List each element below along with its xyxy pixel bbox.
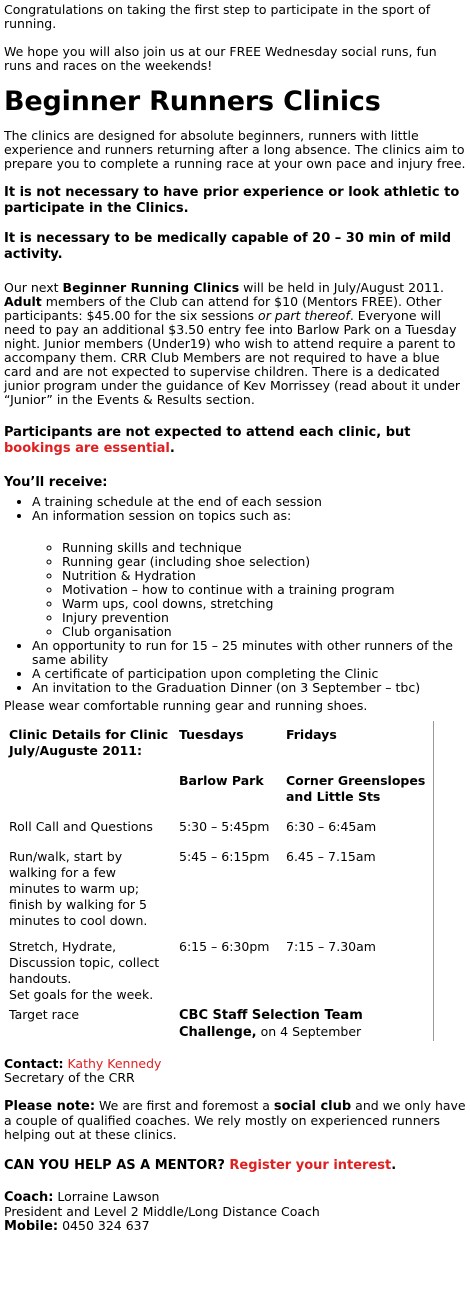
list-item: ◦ Running gear (including shoe selection) <box>62 555 466 569</box>
tuesday-time: 5:30 – 5:45pm <box>179 819 270 834</box>
receive-list <box>4 495 466 695</box>
wear-note: Please wear comfortable running gear and running shoes. <box>4 698 368 713</box>
target-race-value: CBC Staff Selection Team Challenge, on 4 September <box>179 1008 363 1040</box>
list-item: ◦ Injury prevention <box>62 611 466 625</box>
notice-no-experience: It is not necessary to have prior experience or look athletic to participate in the Clinics. <box>4 185 460 216</box>
please-note: Please note: We are first and foremost a social club and we only have a couple of qualified coaches. We rely mostly on experienced runners helping out at these clinics. <box>4 1098 466 1142</box>
location-tuesday: Barlow Park <box>179 773 264 788</box>
mentor-call: CAN YOU HELP AS A MENTOR? Register your interest. <box>4 1158 397 1173</box>
activity-cell: Stretch, Hydrate, Discussion topic, collect handouts. Set goals for the week. <box>9 939 160 1002</box>
table-row <box>4 727 434 759</box>
table-header-fridays: Fridays <box>286 727 337 742</box>
table-row <box>4 1007 434 1041</box>
table-row <box>4 773 434 805</box>
list-item: ◦ Club organisation <box>62 625 466 639</box>
table-row <box>4 819 434 835</box>
list-item: ◦ Motivation – how to continue with a training program <box>62 583 466 597</box>
friday-time: 6.45 – 7.15am <box>286 849 376 864</box>
list-item: • A certificate of participation upon completing the Clinic <box>32 667 466 681</box>
list-item: • A training schedule at the end of each session <box>32 495 466 509</box>
list-item: ◦ Nutrition & Hydration <box>62 569 466 583</box>
next-clinic-paragraph: Our next Beginner Running Clinics will be held in July/August 2011. Adult members of the Club can attend for $10 (Mentors FREE). Other participants: $45.00 for the six sessions or part thereof. Everyone will need to pay an additional $3.50 entry fee into Barlow Park on a Tuesday night. Junior members (Under19) who wish to attend require a parent to accompany them. CRR Club Members are not required to have a blue card and are not expected to supervise children. There is a dedicated junior program under the guidance of Kev Morrissey (read about it under “Junior” in the Events & Results section. <box>4 280 461 407</box>
receive-heading: You’ll receive: <box>4 475 108 490</box>
clinic-details-table <box>4 721 434 1041</box>
clinics-bold: Beginner Running Clinics <box>62 280 240 295</box>
location-friday: Corner Greenslopes and Little Sts <box>286 773 426 804</box>
activity-cell: Run/walk, start by walking for a few minutes to warm up; finish by walking for 5 minutes to cool down. <box>9 849 148 928</box>
table-header-details: Clinic Details for Clinic July/Auguste 2011: <box>9 727 169 758</box>
list-item: • An invitation to the Graduation Dinner (on 3 September – tbc) <box>32 681 466 695</box>
register-interest-link[interactable]: Register your interest <box>229 1158 392 1173</box>
activity-cell: Roll Call and Questions <box>9 819 153 834</box>
intro-congrats: Congratulations on taking the first step to participate in the sport of running. <box>4 2 431 31</box>
notice-medical: It is necessary to be medically capable of 20 – 30 min of mild activity. <box>4 231 452 262</box>
intro-social-runs: We hope you will also join us at our FREE Wednesday social runs, fun runs and races on the weekends! <box>4 44 437 73</box>
bookings-link[interactable]: bookings are essential <box>4 441 170 456</box>
list-item: ◦ Running skills and technique <box>62 541 466 555</box>
friday-time: 7:15 – 7.30am <box>286 939 376 954</box>
friday-time: 6:30 – 6:45am <box>286 819 377 834</box>
contact-name-link[interactable]: Kathy Kennedy <box>63 1056 162 1071</box>
table-header-tuesdays: Tuesdays <box>179 727 244 742</box>
target-race-label: Target race <box>9 1007 80 1022</box>
table-row <box>4 849 434 929</box>
list-item: ◦ Warm ups, cool downs, stretching <box>62 597 466 611</box>
coach-block: Coach: Lorraine Lawson President and Level 2 Middle/Long Distance Coach Mobile: 0450 324 637 <box>4 1189 320 1234</box>
clinic-description: The clinics are designed for absolute beginners, runners with little experience and runners returning after a long absence. The clinics aim to prepare you to complete a running race at your own pace and injury free. <box>4 128 466 171</box>
topics-list <box>32 541 466 639</box>
contact-block: Contact: Kathy Kennedy Secretary of the CRR <box>4 1056 162 1085</box>
list-item: • An information session on topics such as: ◦ Running skills and technique ◦ Running gear (including shoe selection) ◦ Nutrition & Hydration ◦ Motivation – how to continue with a training program ◦ Warm ups, cool downs, stretching ◦ Injury prevention ◦ Club organisation <box>32 509 466 639</box>
participants-notice: Participants are not expected to attend each clinic, but bookings are essential. <box>4 425 411 456</box>
page-title: Beginner Runners Clinics <box>4 86 381 117</box>
tuesday-time: 6:15 – 6:30pm <box>179 939 270 954</box>
table-row <box>4 939 434 1003</box>
part-thereof-italic: or part thereof <box>258 308 350 323</box>
adult-bold: Adult <box>4 294 42 309</box>
list-item: • An opportunity to run for 15 – 25 minutes with other runners of the same ability <box>32 639 466 667</box>
tuesday-time: 5:45 – 6:15pm <box>179 849 270 864</box>
